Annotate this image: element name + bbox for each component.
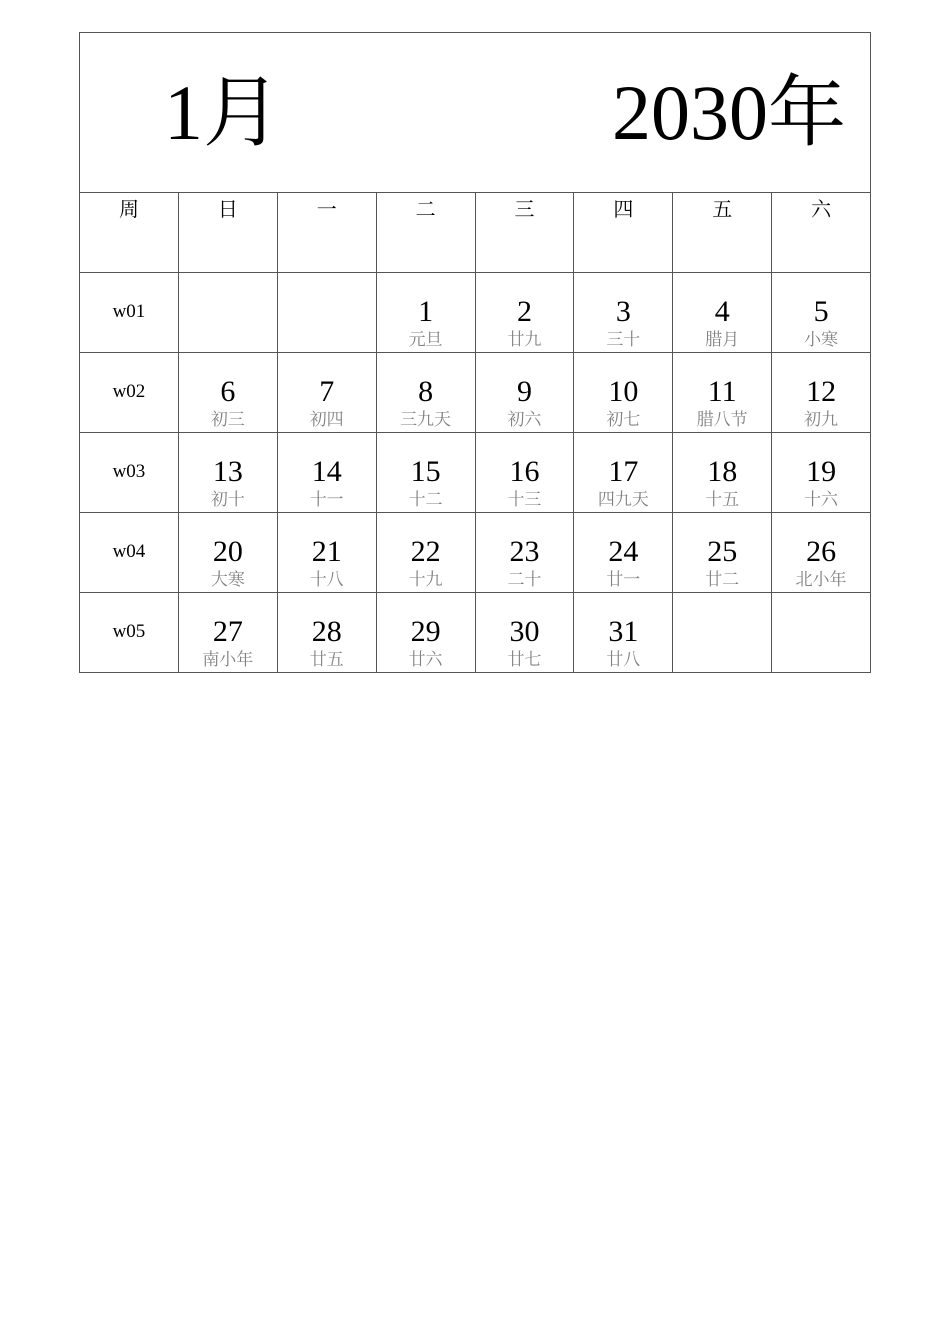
day-number: 9: [516, 375, 532, 408]
lunar-date-label: 十三: [507, 490, 542, 510]
day-number: 24: [608, 535, 639, 568]
day-number: 29: [410, 615, 441, 648]
day-cell: [475, 273, 574, 353]
day-number: 22: [410, 535, 441, 568]
empty-day-cell: [772, 593, 871, 673]
day-cell: [178, 433, 277, 513]
lunar-date-label: 初四: [309, 410, 344, 430]
lunar-date-label: 廿六: [408, 650, 443, 670]
lunar-date-label: 腊八节: [696, 410, 748, 430]
day-cell: [574, 593, 673, 673]
day-cell: [475, 593, 574, 673]
day-number: 14: [311, 455, 342, 488]
day-number: 19: [806, 455, 837, 488]
lunar-date-label: 廿七: [507, 650, 542, 670]
empty-day-cell: [277, 273, 376, 353]
year-title: 2030年: [611, 69, 846, 156]
lunar-date-label: 初六: [507, 410, 542, 430]
day-number: 17: [608, 455, 639, 488]
day-number: 13: [212, 455, 243, 488]
lunar-date-label: 十九: [408, 570, 443, 590]
weekday-header-saturday: 六: [772, 193, 871, 273]
day-number: 26: [806, 535, 837, 568]
day-number: 2: [516, 295, 532, 328]
day-number: 25: [707, 535, 738, 568]
week-number-cell: w05: [80, 593, 179, 673]
day-cell: [574, 353, 673, 433]
day-cell: [277, 433, 376, 513]
lunar-date-label: 元旦: [408, 330, 443, 350]
lunar-date-label: 廿二: [705, 570, 740, 590]
day-cell: [673, 273, 772, 353]
weekday-header-tuesday: 二: [376, 193, 475, 273]
day-number: 6: [220, 375, 236, 408]
day-cell: [475, 353, 574, 433]
lunar-date-label: 十六: [804, 490, 839, 510]
day-cell: [772, 433, 871, 513]
day-cell: [178, 593, 277, 673]
day-number: 21: [311, 535, 342, 568]
day-number: 8: [418, 375, 434, 408]
day-cell: [673, 513, 772, 593]
lunar-date-label: 初七: [606, 410, 641, 430]
day-number: 12: [806, 375, 837, 408]
day-cell: [475, 513, 574, 593]
week-row: [80, 513, 871, 593]
day-cell: [277, 593, 376, 673]
day-number: 7: [319, 375, 335, 408]
day-cell: [178, 513, 277, 593]
lunar-date-label: 十二: [408, 490, 443, 510]
day-cell: [178, 353, 277, 433]
lunar-date-label: 腊月: [705, 330, 740, 350]
day-cell: [376, 593, 475, 673]
day-number: 10: [608, 375, 639, 408]
weekday-header-thursday: 四: [574, 193, 673, 273]
lunar-date-label: 三九天: [400, 410, 452, 430]
day-cell: [772, 273, 871, 353]
empty-day-cell: [178, 273, 277, 353]
lunar-date-label: 十五: [705, 490, 740, 510]
day-cell: [277, 353, 376, 433]
week-row: [80, 593, 871, 673]
day-number: 18: [707, 455, 738, 488]
week-column-header: 周: [80, 193, 179, 273]
day-cell: [376, 353, 475, 433]
weekday-header-sunday: 日: [178, 193, 277, 273]
weekday-header-row: [80, 193, 871, 273]
week-row: [80, 273, 871, 353]
week-number-cell: w03: [80, 433, 179, 513]
lunar-date-label: 廿八: [606, 650, 641, 670]
lunar-date-label: 初九: [804, 410, 839, 430]
day-number: 31: [608, 615, 639, 648]
day-number: 20: [212, 535, 243, 568]
day-cell: [376, 273, 475, 353]
day-number: 15: [410, 455, 441, 488]
lunar-date-label: 廿九: [507, 330, 542, 350]
empty-day-cell: [673, 593, 772, 673]
lunar-date-label: 四九天: [597, 490, 649, 510]
lunar-date-label: 北小年: [795, 570, 847, 590]
lunar-date-label: 初十: [210, 490, 245, 510]
lunar-date-label: 二十: [507, 570, 542, 590]
day-cell: [574, 273, 673, 353]
day-number: 11: [707, 375, 737, 408]
calendar-table: [79, 32, 871, 673]
day-cell: [574, 513, 673, 593]
week-number-cell: w01: [80, 273, 179, 353]
lunar-date-label: 十八: [309, 570, 344, 590]
calendar-title-row: [80, 33, 871, 193]
lunar-date-label: 初三: [210, 410, 245, 430]
week-row: [80, 353, 871, 433]
week-number-cell: w04: [80, 513, 179, 593]
weekday-header-wednesday: 三: [475, 193, 574, 273]
day-number: 27: [212, 615, 243, 648]
day-cell: [475, 433, 574, 513]
day-number: 4: [714, 295, 730, 328]
day-number: 16: [509, 455, 540, 488]
lunar-date-label: 小寒: [804, 330, 839, 350]
day-cell: [376, 513, 475, 593]
day-cell: [772, 353, 871, 433]
lunar-date-label: 十一: [309, 490, 344, 510]
lunar-date-label: 廿一: [606, 570, 641, 590]
weekday-header-friday: 五: [673, 193, 772, 273]
day-cell: [376, 433, 475, 513]
week-number-cell: w02: [80, 353, 179, 433]
lunar-date-label: 三十: [606, 330, 641, 350]
day-number: 5: [813, 295, 829, 328]
month-title: 1月: [164, 69, 282, 156]
lunar-date-label: 大寒: [210, 570, 245, 590]
calendar-title-cell: [80, 33, 871, 193]
lunar-date-label: 廿五: [309, 650, 344, 670]
day-number: 28: [311, 615, 342, 648]
day-cell: [574, 433, 673, 513]
week-row: [80, 433, 871, 513]
day-cell: [277, 513, 376, 593]
day-number: 30: [509, 615, 540, 648]
day-cell: [673, 353, 772, 433]
day-cell: [673, 433, 772, 513]
day-cell: [772, 513, 871, 593]
day-number: 23: [509, 535, 540, 568]
day-number: 3: [615, 295, 631, 328]
weekday-header-monday: 一: [277, 193, 376, 273]
lunar-date-label: 南小年: [202, 650, 254, 670]
day-number: 1: [418, 295, 434, 328]
